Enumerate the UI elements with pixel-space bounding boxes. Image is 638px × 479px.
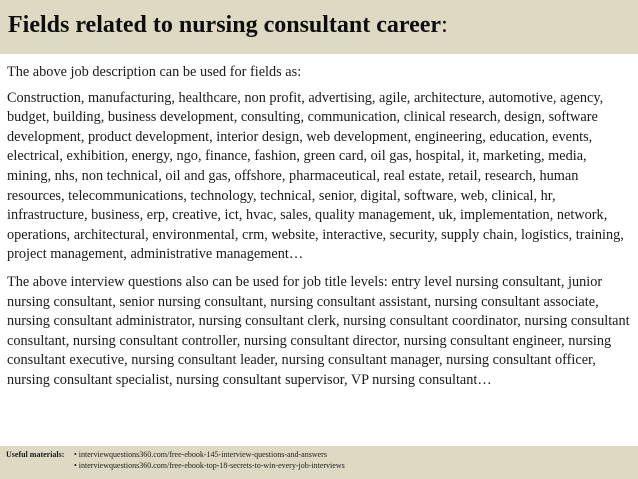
footer-row [6,449,632,460]
title-bar [0,0,638,54]
slide-title-text: Fields related to nursing consultant career [8,12,442,38]
job-levels-paragraph: The above interview questions also can be used for job title levels: entry level nursing consultant, junior nursing consultant, senior nursing consultant, nursing consultant assistant, nursing consultant associate, nursing consultant administrator, nursing consultant clerk, nursing consultant coordinator, nursing consultant consultant, nursing consultant controller, nursing consultant director, nursing consultant engineer, nursing consultant executive, nursing consultant leader, nursing consultant manager, nursing consultant officer, nursing consultant specialist, nursing consultant supervisor, VP nursing consultant… [7,273,630,388]
footer-link-ebook-secrets[interactable]: • interviewquestions360.com/free-ebook-top-18-secrets-to-win-every-job-interviews [74,461,345,470]
footer-link-ebook-145[interactable]: • interviewquestions360.com/free-ebook-145-interview-questions-and-answers [74,450,327,459]
footer-spacer [6,460,74,471]
slide-content [7,63,633,399]
footer [0,446,638,479]
fields-paragraph: Construction, manufacturing, healthcare, non profit, advertising, agile, architecture, automotive, agency, budget, building, business development, consulting, communication, clinical research, design, software development, product development, interior design, web development, engineering, education, events, electrical, exhibition, energy, ngo, finance, fashion, green card, oil gas, hospital, it, marketing, media, mining, nhs, non technical, oil and gas, offshore, pharmaceutical, real estate, retail, research, human resources, telecommunications, technology, technical, senior, digital, software, web, clinical, hr, infrastructure, business, erp, creative, ict, hvac, sales, quality management, uk, implementation, network, operations, architectural, environmental, crm, website, interactive, security, supply chain, logistics, training, project management, administrative management… [7,89,624,263]
footer-label: Useful materials: [6,450,65,459]
slide-title [8,10,630,40]
slide-title-colon: : [441,12,448,38]
intro-text: The above job description can be used for fields as: [7,64,302,80]
footer-row [6,460,632,471]
